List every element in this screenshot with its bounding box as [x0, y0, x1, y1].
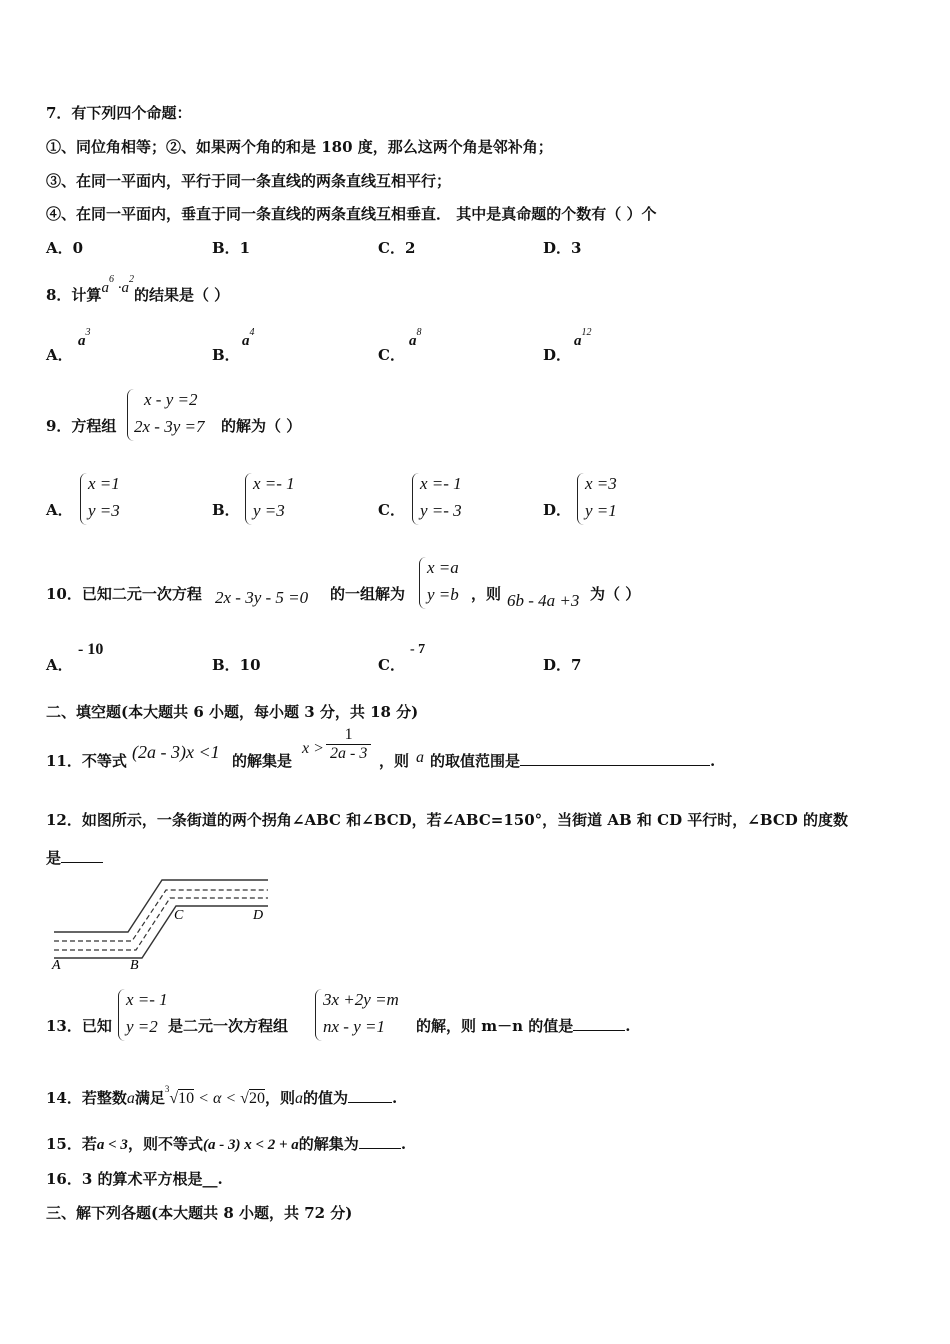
- label-d: D: [253, 908, 264, 923]
- q7-option-c: C．2: [378, 239, 416, 257]
- q9-option-b-brace: [245, 473, 252, 525]
- q10-option-a-value: - 10: [78, 641, 104, 658]
- q13-brace-2: [315, 989, 322, 1041]
- q8-option-a-label: A．: [46, 346, 73, 364]
- q11-var: a: [416, 749, 424, 766]
- q13-system-1: x =- 1 y =2: [126, 990, 168, 1036]
- q11-then: ，则: [379, 752, 410, 770]
- q8-stem: 8．计算$a^6 \cdot a^2$的结果是（ ）: [46, 274, 230, 304]
- q10-option-a-label: A．: [46, 656, 73, 674]
- q14-answer-blank[interactable]: [348, 1102, 392, 1103]
- q7-option-a: A．0: [46, 239, 84, 257]
- q13-mid: 是二元一次方程组: [168, 1017, 289, 1035]
- q7-stem: 7．有下列四个命题：: [46, 104, 192, 122]
- q8-option-d-expr: $a^{12}$: [574, 327, 592, 349]
- q10-expression: 6b - 4a +3: [507, 591, 580, 610]
- q10-suffix: 为（ ）: [590, 585, 641, 603]
- q11-answer-blank[interactable]: [520, 765, 710, 766]
- q9-option-d-label: D．: [543, 501, 572, 519]
- section3-heading: 三、解下列各题(本大题共 8 小题，共 72 分): [46, 1204, 353, 1222]
- q13-system-2: 3x +2y =m nx - y =1: [323, 990, 399, 1036]
- q10-system: x =a y =b: [427, 558, 459, 604]
- q8-option-c-label: C．: [378, 346, 405, 364]
- q9-option-d-brace: [577, 473, 584, 525]
- q9-option-a-label: A．: [46, 501, 73, 519]
- q9-brace: [127, 389, 134, 441]
- q7-option-b: B．1: [212, 239, 251, 257]
- q12-line1: 12．如图所示，一条街道的两个拐角∠ABC 和∠BCD，若∠ABC=150°，当街道 AB 和 CD 平行时，∠BCD 的度数: [46, 811, 848, 829]
- q9-system: x - y =2 2x - 3y =7: [134, 390, 205, 436]
- q15-answer-blank[interactable]: [359, 1148, 401, 1149]
- q9-option-a-system: x =1 y =3: [88, 474, 120, 520]
- q11-mid: 的解集是: [232, 752, 293, 770]
- q9-option-a-brace: [80, 473, 87, 525]
- q13-prefix: 13．已知: [46, 1017, 112, 1035]
- q8-option-b-expr: $a^4$: [242, 327, 255, 349]
- q12-answer-blank[interactable]: [61, 862, 103, 863]
- q7-option-d: D．3: [543, 239, 582, 257]
- q7-line3: ④、在同一平面内，垂直于同一条直线的两条直线互相垂直． 其中是真命题的个数有（ ）个: [46, 205, 657, 223]
- q9-option-c-system: x =- 1 y =- 3: [420, 474, 462, 520]
- section2-heading: 二、填空题(本大题共 6 小题，每小题 3 分，共 18 分): [46, 703, 419, 721]
- q12-line2: 是: [46, 847, 103, 868]
- q10-option-b: B．10: [212, 656, 261, 674]
- q11-prefix: 11．不等式: [46, 752, 127, 770]
- q16-stem: 16．3 的算术平方根是__.: [46, 1170, 223, 1188]
- q9-prefix: 9．方程组: [46, 417, 117, 435]
- q11-inequality: (2a - 3)x <1: [132, 742, 220, 762]
- q8-option-b-label: B．: [212, 346, 240, 364]
- q8-option-a-expr: $a^3$: [78, 327, 91, 349]
- q10-option-d: D．7: [543, 656, 582, 674]
- q9-option-c-label: C．: [378, 501, 405, 519]
- q15-stem: 15．若a < 3，则不等式(a - 3) x < 2 + a的解集为 .: [46, 1135, 407, 1153]
- q11-suffix: 的取值范围是 .: [430, 752, 716, 770]
- q13-suffix: 的解，则 m－n 的值是 .: [416, 1017, 631, 1035]
- q8-option-c-expr: $a^8$: [409, 327, 422, 349]
- q8-expression: $a^6 \cdot a^2$: [101, 274, 134, 296]
- q11-solution-lhs: x >: [302, 740, 324, 757]
- q7-line1: ①、同位角相等；②、如果两个角的和是 180 度，那么这两个角是邻补角；: [46, 138, 553, 156]
- q8-option-d-label: D．: [543, 346, 572, 364]
- q9-suffix: 的解为（ ）: [221, 417, 302, 435]
- q13-answer-blank[interactable]: [573, 1030, 625, 1031]
- q7-line2: ③、在同一平面内，平行于同一条直线的两条直线互相平行；: [46, 172, 452, 190]
- street-figure: [50, 876, 272, 972]
- q9-option-d-system: x =3 y =1: [585, 474, 617, 520]
- q13-brace-1: [118, 989, 125, 1041]
- q10-equation: 2x - 3y - 5 =0: [215, 588, 309, 607]
- label-c: C: [174, 908, 184, 923]
- label-a: A: [52, 958, 61, 972]
- q9-option-b-label: B．: [212, 501, 240, 519]
- q9-option-b-system: x =- 1 y =3: [253, 474, 295, 520]
- q14-stem: 14．若整数a满足$^3$√10 < α < √20，则a的值为 .: [46, 1084, 398, 1107]
- q10-prefix: 10．已知二元一次方程: [46, 585, 202, 603]
- q10-mid: 的一组解为: [330, 585, 406, 603]
- q10-option-c-value: - 7: [410, 642, 426, 657]
- q10-brace: [419, 557, 426, 609]
- q9-option-c-brace: [412, 473, 419, 525]
- q11-fraction: $\frac{1}{2a - 3}$: [326, 726, 371, 763]
- label-b: B: [130, 958, 139, 972]
- q10-then: ，则: [471, 585, 502, 603]
- q10-option-c-label: C．: [378, 656, 405, 674]
